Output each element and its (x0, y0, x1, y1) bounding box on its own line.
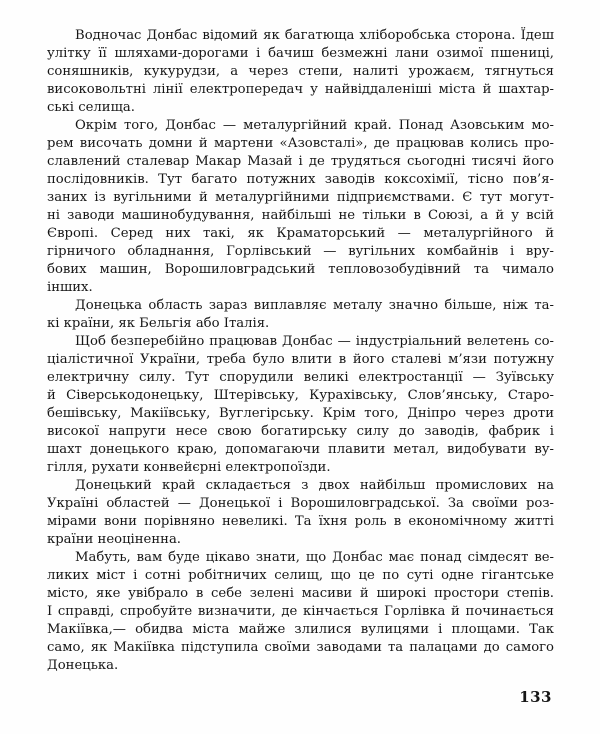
text-line: Донецька область зараз виплавляє металу значно більше, ніж та- (75, 298, 554, 313)
text-line: ні заводи машинобудування, найбільші не тільки в Союзі, а й у всій (47, 208, 554, 223)
text-line: шахт донецького краю, допомагаючи плавити метал, видобувати ву- (47, 442, 554, 457)
text-line: інших. (47, 280, 93, 295)
text-line: й Сіверськодонецьку, Штерівську, Курахівську, Слов’янську, Старо- (47, 388, 554, 403)
text-line: улітку її шляхами-дорогами і бачиш безмежні лани озимої пшениці, (47, 46, 554, 61)
text-line: місто, яке увібрало в себе зелені масиви й широкі простори степів. (47, 586, 554, 601)
paragraph (47, 117, 554, 297)
text-line: Мабуть, вам буде цікаво знати, що Донбас має понад сімдесят ве- (75, 550, 554, 565)
text-line: ликих міст і сотні робітничих селищ, що це по суті одне гігантське (47, 568, 554, 583)
text-line: Європі. Серед них такі, як Краматорський — металургійного й (47, 226, 554, 241)
paragraph (47, 549, 554, 675)
body-text (47, 27, 554, 675)
paragraph (47, 27, 554, 117)
text-line: кі країни, як Бельгія або Італія. (47, 316, 270, 331)
text-line: гірничого обладнання, Горлівський — вугільних комбайнів і вру- (47, 244, 554, 259)
text-line: ські селища. (47, 100, 135, 115)
text-line: само, як Макіївка підступила своїми заводами та палацами до самого (47, 640, 554, 655)
text-line: країни неоціненна. (47, 532, 181, 547)
text-line: високої напруги несе свою богатирську силу до заводів, фабрик і (47, 424, 554, 439)
text-line: рем височать домни й мартени «Азовсталі», де працював колись про- (47, 136, 554, 151)
text-line: ціалістичної України, треба було влити в його сталеві м’язи потужну (47, 352, 554, 367)
text-line: мірами вони порівняно невеликі. Та їхня роль в економічному житті (47, 514, 554, 529)
text-line: бових машин, Ворошиловградський тепловозобудівний та чимало (47, 262, 554, 277)
paragraph (47, 477, 554, 549)
paragraph (47, 333, 554, 477)
text-line: Макіївка,— обидва міста майже злилися вулицями і площами. Так (47, 622, 554, 637)
text-line: заних із вугільними й металургійними підприємствами. Є тут могут- (47, 190, 554, 205)
text-line: Україні областей — Донецької і Ворошиловградської. За своїми роз- (47, 496, 554, 511)
text-line: високовольтні лінії електропередач у найвіддаленіші міста й шахтар- (47, 82, 554, 97)
text-line: послідовників. Тут багато потужних заводів коксохімії, тісно пов’я- (47, 172, 554, 187)
text-line: соняшників, кукурудзи, а через степи, налиті урожаєм, тягнуться (47, 64, 554, 79)
text-line: Окрім того, Донбас — металургійний край. Понад Азовським мо- (75, 118, 554, 133)
text-line: Донецька. (47, 658, 119, 673)
text-line: Щоб безперебійно працював Донбас — індустріальний велетень со- (75, 334, 554, 349)
text-line: І справді, спробуйте визначити, де кінчається Горлівка й починається (47, 604, 554, 619)
text-line: гілля, рухати конвейєрні електропоїзди. (47, 460, 331, 475)
text-line: Водночас Донбас відомий як багатюща хліборобська сторона. Їдеш (75, 28, 554, 43)
paragraph (47, 297, 554, 333)
page-number: 133 (519, 688, 552, 706)
text-line: славлений сталевар Макар Мазай і де трудяться сьогодні тисячі його (47, 154, 554, 169)
text-line: електричну силу. Тут спорудили великі електростанції — Зуївську (47, 370, 554, 385)
text-line: бешівську, Макіївську, Вуглегірську. Крім того, Дніпро через дроти (47, 406, 554, 421)
text-line: Донецький край складається з двох найбільш промислових на (75, 478, 554, 493)
